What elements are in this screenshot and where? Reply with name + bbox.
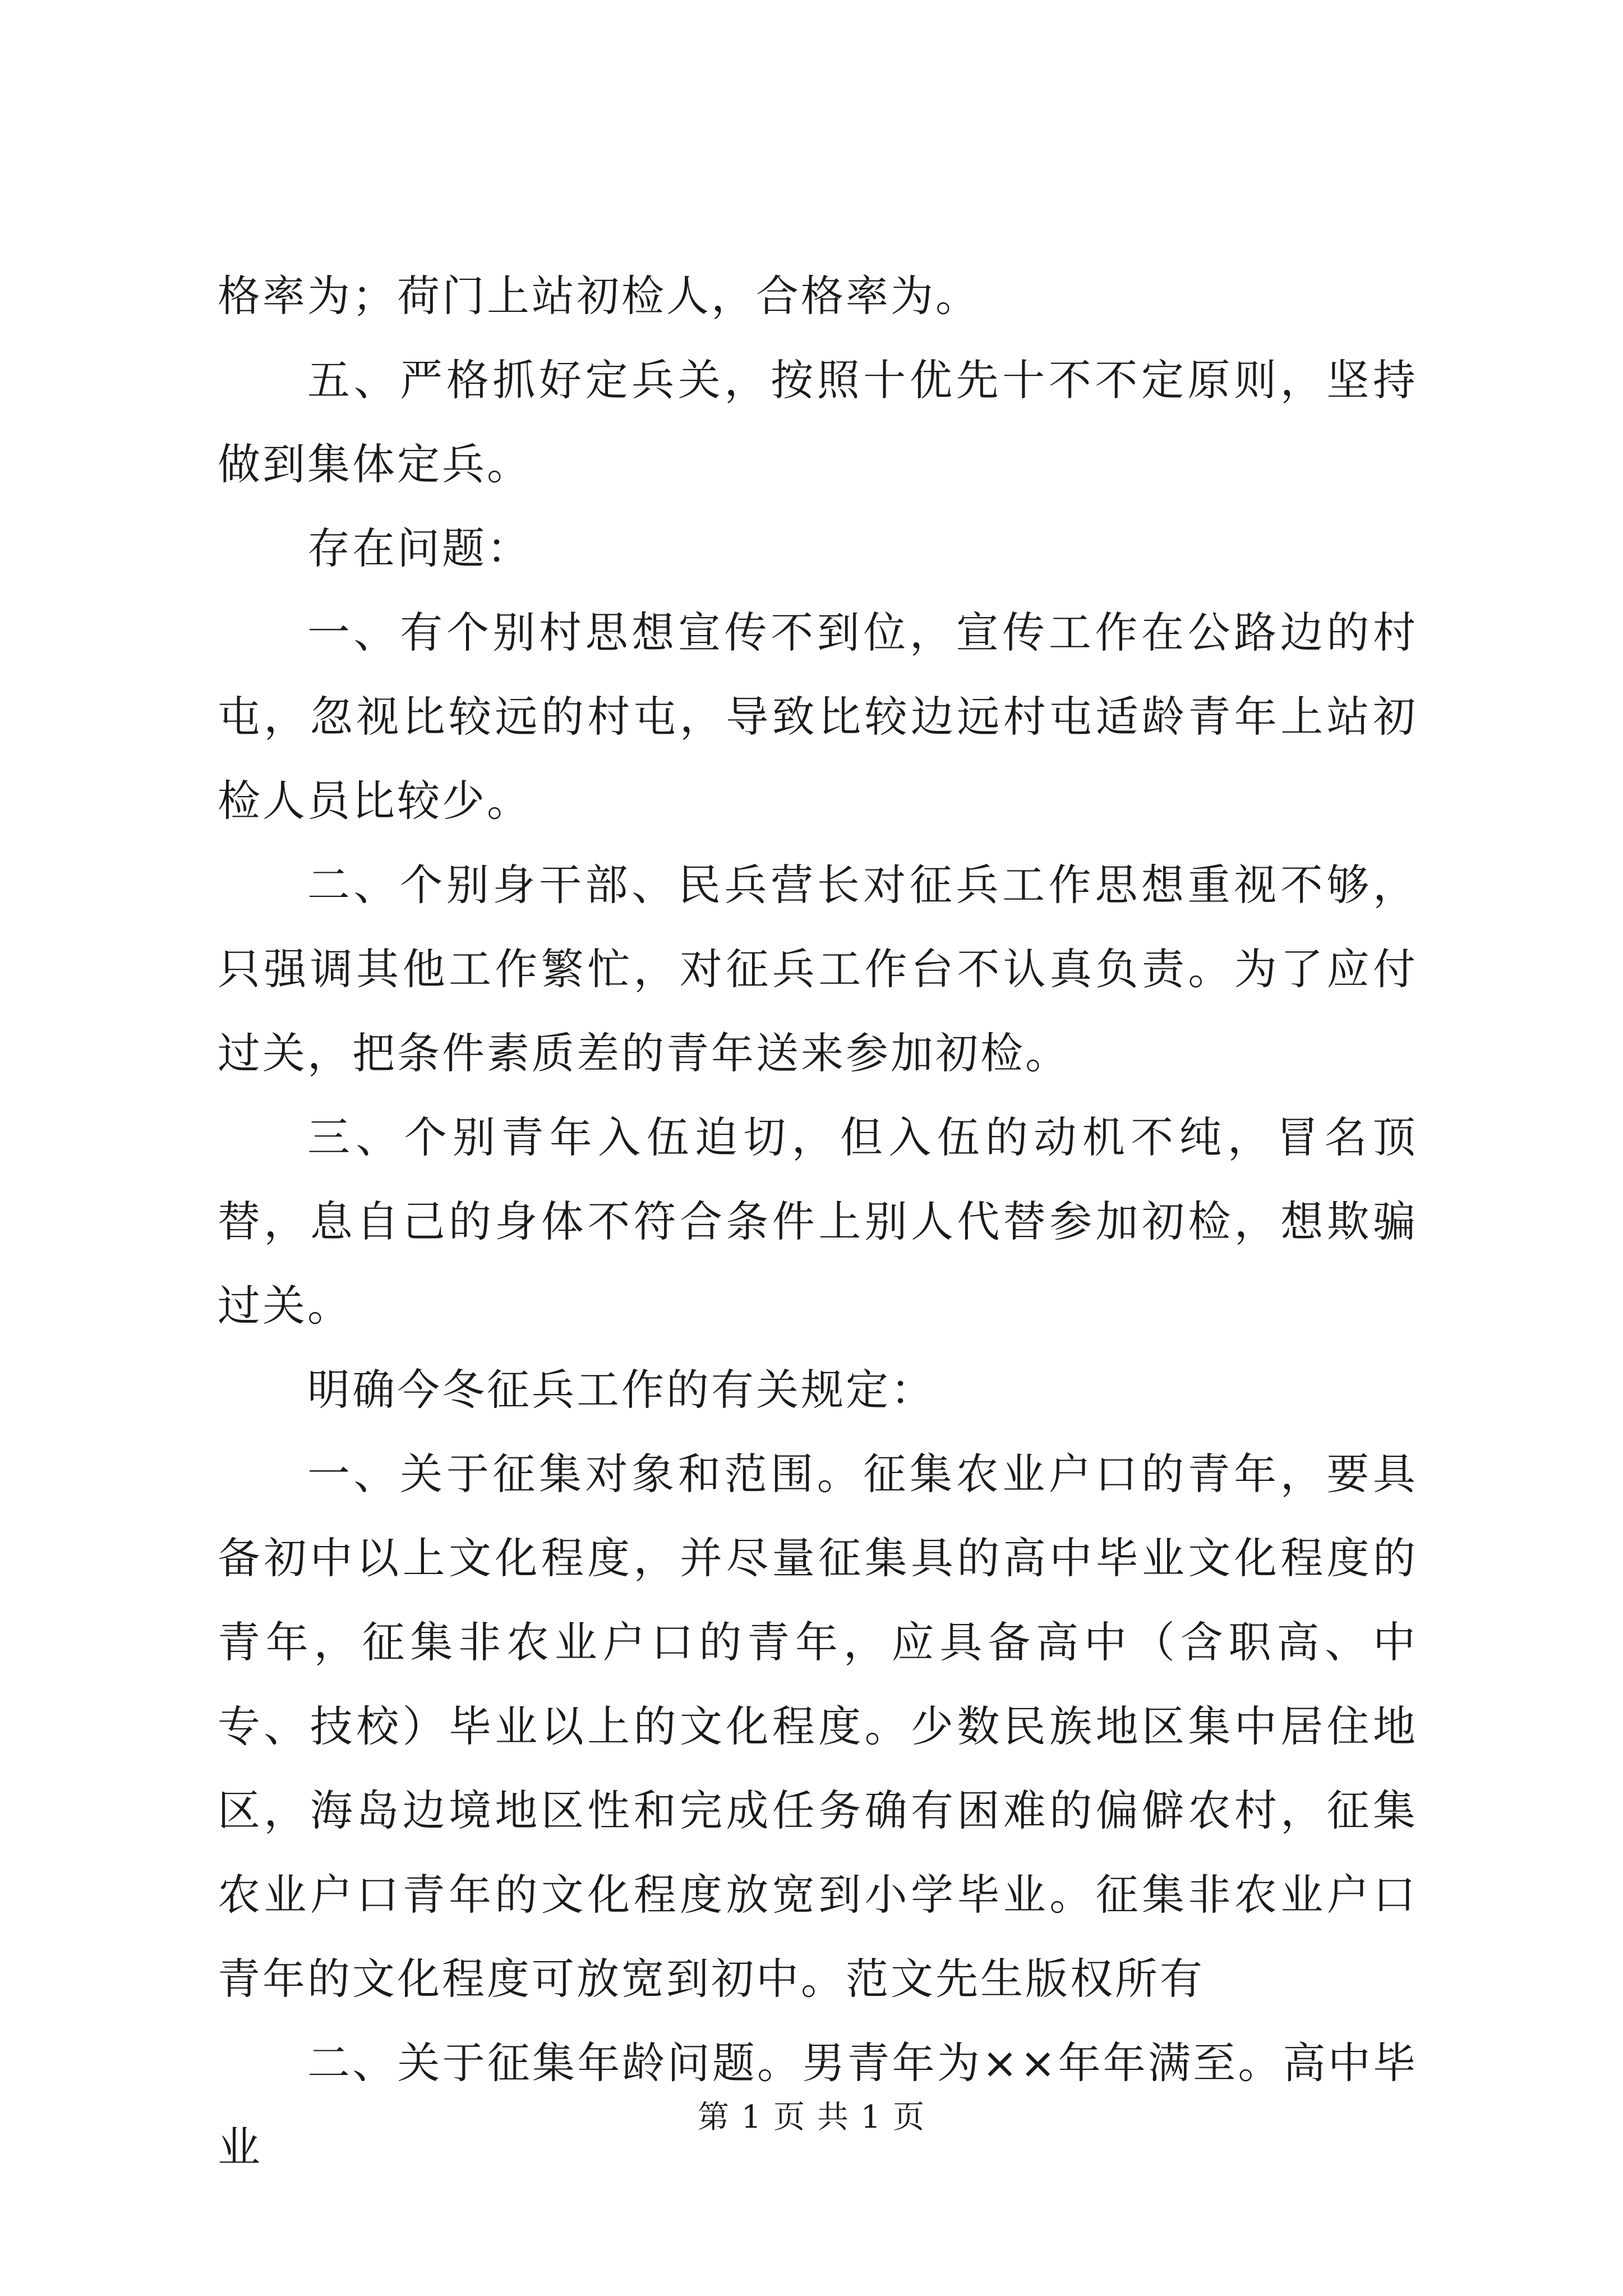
paragraph-1: 格率为；荷门上站初检人，合格率为。	[218, 271, 980, 321]
document-body	[218, 254, 1418, 2189]
page-footer: 第 1 页 共 1 页	[697, 2099, 926, 2136]
paragraph-2: 五、严格抓好定兵关，按照十优先十不不定原则，坚持做到集体定兵。	[218, 355, 1418, 489]
paragraph-9: 二、关于征集年龄问题。男青年为××年年满至。高中毕业	[218, 2038, 1418, 2172]
paragraph-5: 二、个别身干部、民兵营长对征兵工作思想重视不够，只强调其他工作繁忙，对征兵工作台不认真负责。为了应付过关，把条件素质差的青年送来参加初检。	[218, 860, 1418, 1078]
paragraph-6: 三、个别青年入伍迫切，但入伍的动机不纯，冒名顶替，息自己的身体不符合条件上别人代替参加初检，想欺骗过关。	[218, 1112, 1418, 1331]
paragraph-7-heading: 明确今冬征兵工作的有关规定：	[307, 1365, 935, 1415]
paragraph-4: 一、有个别村思想宣传不到位，宣传工作在公路边的村屯，忽视比较远的村屯，导致比较边远村屯适龄青年上站初检人员比较少。	[218, 608, 1418, 826]
paragraph-3-heading: 存在问题：	[307, 523, 532, 573]
paragraph-8: 一、关于征集对象和范围。征集农业户口的青年，要具备初中以上文化程度，并尽量征集具的高中毕业文化程度的青年，征集非农业户口的青年，应具备高中（含职高、中专、技校）毕业以上的文化程度。少数民族地区集中居住地区，海岛边境地区性和完成任务确有困难的偏僻农村，征集农业户口青年的文化程度放宽到小学毕业。征集非农业户口青年的文化程度可放宽到初中。范文先生版权所有	[218, 1449, 1418, 2004]
